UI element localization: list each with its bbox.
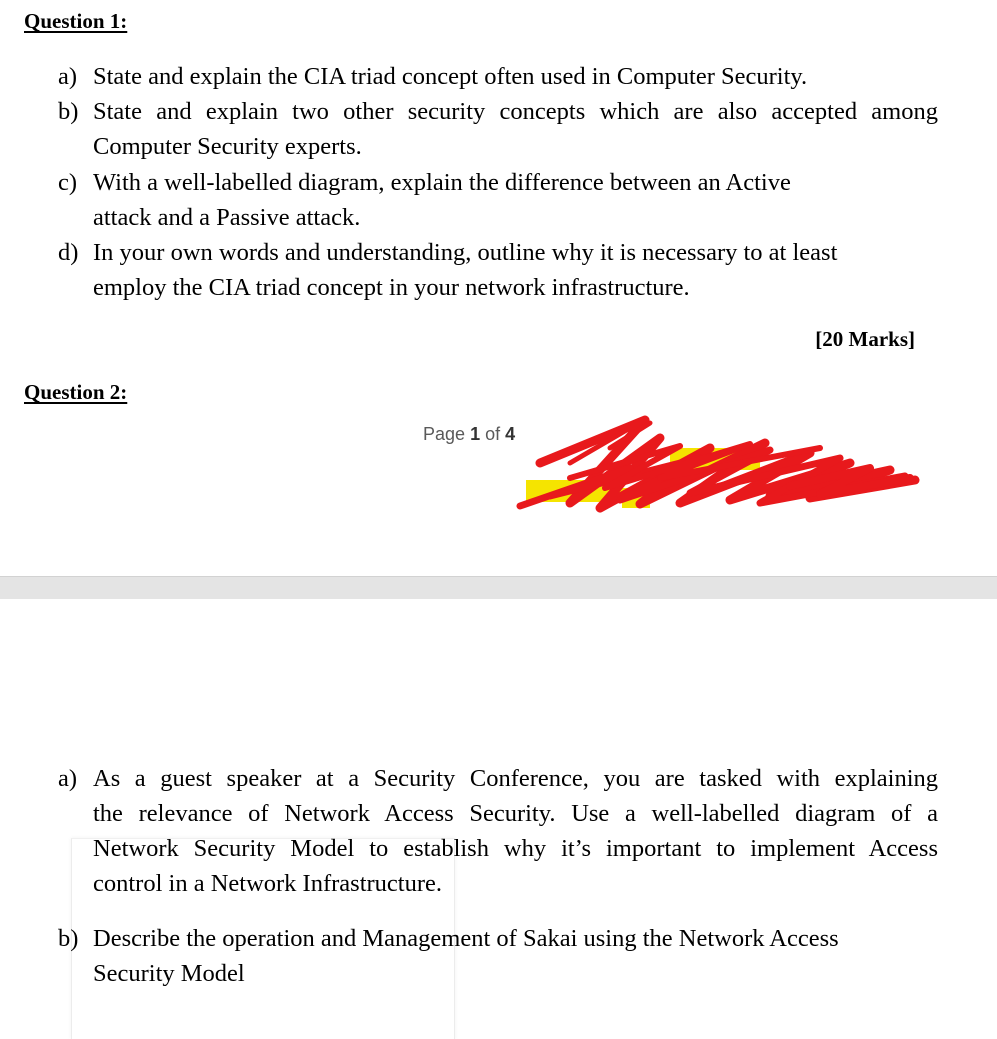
item-line: Describe the operation and Management of Sakai using the Network Access [93, 925, 839, 952]
item-line: employ the CIA triad concept in your network infrastructure. [93, 274, 690, 301]
page-total: 4 [505, 424, 516, 444]
question-1-item-a [58, 59, 938, 94]
question-2-item-b [58, 921, 938, 991]
item-line: Security Model [93, 960, 245, 987]
question-1-item-c [58, 165, 938, 235]
marks-label: [20 Marks] [815, 327, 915, 351]
page-separator-bar [0, 576, 997, 599]
item-letter: c) [58, 169, 78, 196]
item-line: As a guest speaker at a Security Conference, you are tasked with explaining [93, 765, 938, 792]
page-separator: of [485, 424, 501, 444]
item-letter: b) [58, 98, 79, 125]
item-line: Computer Security experts. [93, 133, 362, 160]
page-indicator [423, 424, 515, 445]
item-line: attack and a Passive attack. [93, 204, 361, 231]
item-letter: b) [58, 925, 79, 952]
scribble-strokes [520, 420, 915, 508]
item-line: Network Security Model to establish why it’s important to implement Access [93, 835, 938, 862]
question-1-item-d [58, 235, 938, 305]
item-line: In your own words and understanding, outline why it is necessary to at least [93, 239, 838, 266]
item-line: the relevance of Network Access Security. Use a well-labelled diagram of a [93, 800, 938, 827]
item-line: State and explain the CIA triad concept often used in Computer Security. [93, 63, 808, 90]
item-letter: a) [58, 765, 78, 792]
redaction-scribble [510, 408, 930, 523]
item-line: State and explain two other security concepts which are also accepted among [93, 98, 938, 125]
question-2-heading: Question 2: [24, 380, 128, 404]
item-letter: a) [58, 63, 78, 90]
page-current: 1 [470, 424, 481, 444]
item-letter: d) [58, 239, 79, 266]
page-prefix: Page [423, 424, 466, 444]
question-1-heading: Question 1: [24, 9, 128, 33]
item-line: control in a Network Infrastructure. [93, 870, 442, 897]
item-line: With a well-labelled diagram, explain the difference between an Active [93, 169, 791, 196]
question-1-item-b [58, 94, 938, 164]
question-2-item-a [58, 761, 938, 901]
